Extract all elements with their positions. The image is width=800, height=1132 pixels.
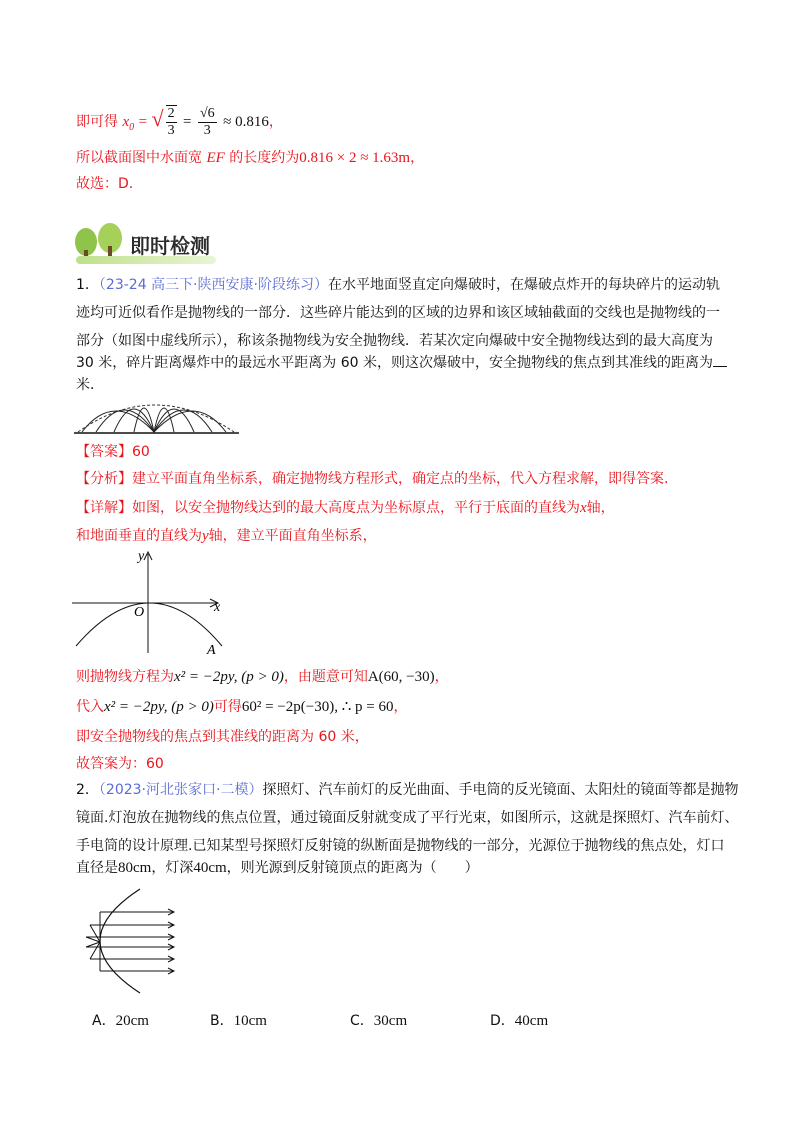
punct: ， [268, 114, 283, 130]
axis-label-x: x [214, 600, 221, 615]
q1-line-2: 迹均可近似看作是抛物线的一部分．这些碎片能达到的区域的边界和该区域轴截面的交线也是抛物线的一 [76, 305, 720, 321]
q1-eq-3: 即安全抛物线的焦点到其准线的距离为 60 米， [76, 729, 369, 745]
math-var: EF [206, 150, 225, 166]
solution-line-1 [76, 105, 283, 139]
q1-answer: 【答案】60 [76, 444, 150, 460]
point-a-label: A [207, 643, 216, 658]
math-eq: = [138, 114, 148, 130]
option-b[interactable] [210, 1010, 267, 1030]
math-value: 80cm [118, 860, 152, 876]
q1-line-5: 米． [76, 377, 104, 393]
math-expr: A(60, −30) [367, 669, 435, 685]
section-title: 即时检测 [130, 234, 210, 258]
option-c[interactable] [350, 1010, 407, 1030]
solution-text: 即可得 [76, 114, 118, 130]
fraction: $\frac{2}{3}$ [167, 106, 175, 138]
q2-line-1 [76, 780, 738, 800]
option-value: 10cm [233, 1013, 267, 1029]
q1-eq-1 [76, 667, 449, 687]
option-value: 30cm [373, 1013, 408, 1029]
q2-line-3: 手电筒的设计原理.已知某型号探照灯反射镜的纵断面是抛物线的一部分，光源位于抛物线的焦点处，灯口 [76, 838, 725, 854]
q1-analysis: 【分析】建立平面直角坐标系，确定抛物线方程形式，确定点的坐标，代入方程求解，即得答案. [76, 471, 669, 487]
option-d[interactable] [490, 1010, 548, 1030]
math-value: 40cm [193, 860, 227, 876]
question-text: 探照灯、汽车前灯的反光曲面、手电筒的反光镜面、太阳灶的镜面等都是抛物 [262, 782, 739, 798]
detail-text: 轴， [586, 500, 615, 516]
detail-text: 可得 [213, 699, 242, 715]
punct: ， [434, 669, 449, 685]
math-expr: x² = −2py, (p > 0) [104, 699, 214, 715]
q1-eq-2 [76, 697, 407, 717]
question-text: 30 米，碎片距离爆炸中的最远水平距离为 60 米，则这次爆破中，安全抛物线的焦点到其准线的距离为 [76, 355, 713, 371]
math-expr: 0.816 × 2 ≈ 1.63m [299, 150, 411, 166]
option-a[interactable] [92, 1010, 149, 1030]
q1-line-1 [76, 275, 720, 295]
question-text: 直径是 [76, 860, 118, 876]
q1-eq-4: 故答案为：60 [76, 756, 164, 772]
question-text: ，灯深 [151, 860, 194, 876]
reflector-figure [70, 885, 180, 997]
math-var: x [580, 500, 587, 516]
q2-line-4 [76, 858, 479, 878]
coordinate-graph [70, 548, 240, 658]
q1-detail-2 [76, 526, 377, 546]
sqrt-fraction: √ [151, 106, 164, 131]
answer-blank [713, 352, 727, 367]
option-label: C． [350, 1013, 374, 1029]
q1-detail-1 [76, 498, 615, 518]
section-header [72, 222, 222, 264]
explosion-figure [74, 394, 244, 436]
punct: ， [393, 699, 408, 715]
math-var: $x_0$ [122, 114, 135, 133]
option-label: D． [490, 1013, 515, 1029]
math-expr: 60² = −2p(−30), ∴ p = 60 [241, 699, 394, 715]
solution-line-2 [76, 148, 424, 168]
math-expr: x² = −2py, (p > 0) [174, 669, 284, 685]
question-number: 1． [76, 277, 99, 293]
solution-text: 的长度约为 [229, 150, 300, 166]
origin-label: O [134, 605, 145, 620]
detail-text: 代入 [76, 699, 104, 715]
detail-text: 则抛物线方程为 [76, 669, 174, 685]
q1-line-4 [76, 352, 727, 373]
question-number: 2． [76, 782, 99, 798]
axis-label-y: y [138, 549, 145, 564]
math-var: y [202, 528, 209, 544]
fraction: $\frac{√6}{3}$ [199, 105, 215, 138]
punct: ， [410, 150, 425, 166]
question-source: （23-24 高三下·陕西安康·阶段练习） [98, 277, 328, 293]
q2-line-2: 镜面.灯泡放在抛物线的焦点位置，通过镜面反射就变成了平行光束，如图所示，这就是探照灯、汽车前灯、 [76, 810, 739, 826]
q1-line-3: 部分（如图中虚线所示），称该条抛物线为安全抛物线．若某次定向爆破中安全抛物线达到的最大高度为 [76, 333, 713, 349]
math-approx: ≈ 0.816 [223, 114, 269, 130]
option-label: B． [210, 1013, 234, 1029]
question-text: 在水平地面竖直定向爆破时，在爆破点炸开的每块碎片的运动轨 [327, 277, 720, 293]
detail-text: ，由题意可知 [283, 669, 368, 685]
solution-text: 所以截面图中水面宽 [76, 150, 202, 166]
detail-text: 轴，建立平面直角坐标系， [208, 528, 377, 544]
option-label: A． [92, 1013, 116, 1029]
option-value: 20cm [115, 1013, 149, 1029]
math-eq: = [183, 114, 192, 130]
detail-text: 和地面垂直的直线为 [76, 528, 202, 544]
solution-line-3: 故选：D. [76, 176, 134, 192]
option-value: 40cm [514, 1013, 549, 1029]
detail-text: 【详解】如图，以安全抛物线达到的最大高度点为坐标原点，平行于底面的直线为 [76, 500, 580, 516]
question-source: （2023·河北张家口·二模） [98, 782, 263, 798]
question-text: ，则光源到反射镜顶点的距离为（ ） [226, 860, 479, 876]
